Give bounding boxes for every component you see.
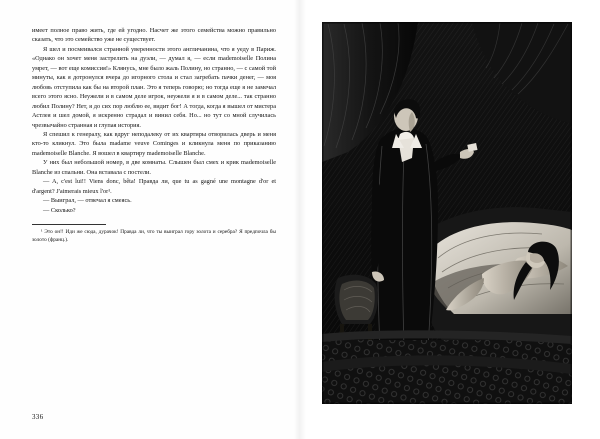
paragraph-dialogue: — Выиграл, — отвечал я смеясь. (43, 197, 132, 205)
right-page (300, 0, 600, 439)
page-number: 336 (32, 413, 44, 421)
paragraph: имеет полное право жить, где ей угодно. Насчет же этого семейства можно правильно сказать, что это семейство уже не существует. (32, 27, 276, 44)
illustration-engraving (322, 22, 572, 404)
paragraph: У них был небольшой номер, в две комнаты. Слышен был смех и крик mademoiselle Blanche из спальни. Она вставала с постели. (32, 159, 276, 176)
footnote-text: ¹ Это он!! Иди же сюда, дурачок! Правда ли, что ты выиграл гору золота и серебра? Я предпочла бы золото (франц.). (32, 229, 276, 243)
paragraph-dialogue: — A, c'est lui!! Viens donc, bêta! Правда ли, que tu as gagné une montagne d'or et d'argent? J'aimerais mieux l'or¹. (32, 178, 276, 195)
paragraph-dialogue: — Сколько? (43, 206, 76, 214)
illustration (322, 22, 572, 404)
paragraph: Я спешил к генералу, как вдруг неподалеку от их квартиры отворилась дверь и меня кто-то кликнул. Это была madame veuve Cominges и кликнула меня по приказанию mademoiselle Blanche. Я вошел в квартиру mademoiselle Blanche. (32, 130, 276, 157)
body-text-block (32, 26, 276, 215)
footnote-divider (32, 224, 106, 225)
paragraph: Я шел и посмеивался странной уверенности этого англичанина, что я уеду в Париж. «Однако он хочет меня застрелить на дуэли, — думал я, — если mademoiselle Полина умрет, — вот еще комиссия!» Клянусь, мне было жаль Полину, но странно, — с самой той минуты, как я дотронулся вчера до игорного стола и стал загребать пачки денег, — моя любовь отступила как бы на второй план. Это я теперь говорю; но тогда еще я не замечал всего этого ясно. Неужели и в самом деле игрок, неужели я и в самом деле... так странно любил Полину? Нет, я до сих пор люблю ее, видит бог! А тогда, когда я вышел от мистера Астлея и шел домой, я искренно страдал и винил себя. Но... но тут со мной случилась чрезвычайно странная и глупая история. (32, 45, 276, 129)
